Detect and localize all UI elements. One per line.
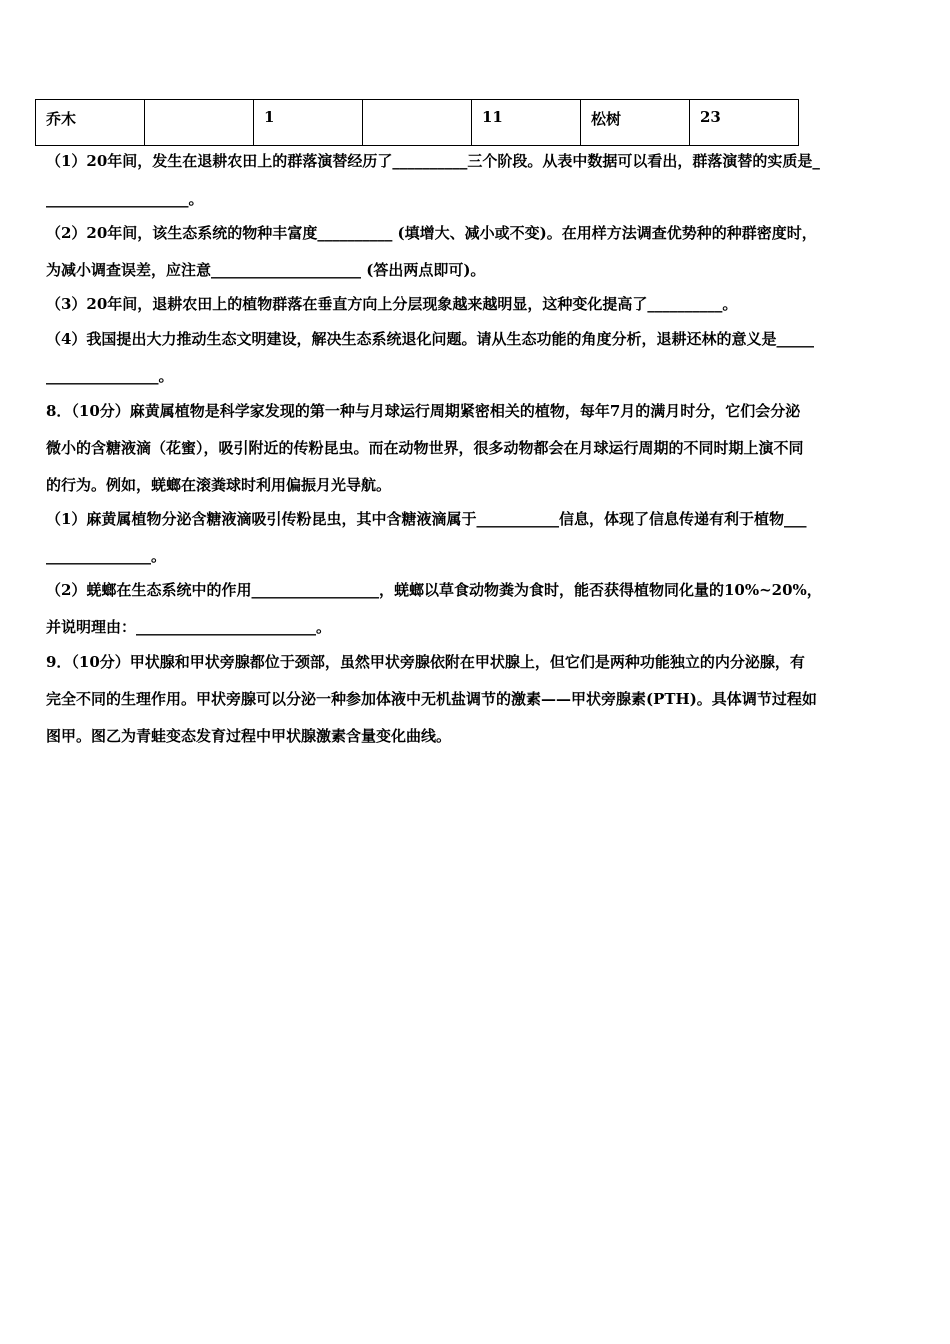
q7-part2-line2: 为减小调查误差，应注意____________________ (答出两点即可)。 [46,261,486,279]
table-cell: 1 [254,100,363,146]
q7-part4-line1: （4）我国提出大力推动生态文明建设，解决生态系统退化问题。请从生态功能的角度分析，退耕还林的意义是_____ [46,330,814,348]
q7-part3-line1: （3）20年间，退耕农田上的植物群落在垂直方向上分层现象越来越明显，这种变化提高了__________。 [46,295,738,313]
q9-stem-line3: 图甲。图乙为青蛙变态发育过程中甲状腺激素含量变化曲线。 [46,727,452,745]
table-cell: 松树 [581,100,690,146]
q9-stem-line1: 9．（10分）甲状腺和甲状旁腺都位于颈部，虽然甲状旁腺依附在甲状腺上，但它们是两种功能独立的内分泌腺，有 [46,653,805,671]
q7-part4-line2: _______________。 [46,367,174,385]
table-cell: 23 [690,100,799,146]
data-table [35,99,799,146]
q8-part1-line2: ______________。 [46,547,167,565]
q8-part2-line1: （2）蜣螂在生态系统中的作用_________________，蜣螂以草食动物粪为食时，能否获得植物同化量的10%~20%， [46,581,822,599]
q7-part1-line1: （1）20年间，发生在退耕农田上的群落演替经历了__________三个阶段。从表中数据可以看出，群落演替的实质是_ [46,152,820,170]
table-cell [145,100,254,146]
q8-stem-line1: 8．（10分）麻黄属植物是科学家发现的第一种与月球运行周期紧密相关的植物，每年7月的满月时分，它们会分泌 [46,402,801,420]
q9-stem-line2: 完全不同的生理作用。甲状旁腺可以分泌一种参加体液中无机盐调节的激素——甲状旁腺素(PTH)。具体调节过程如 [46,690,817,708]
q7-part2-line1: （2）20年间，该生态系统的物种丰富度__________ (填增大、减小或不变)。在用样方法调查优势种的种群密度时， [46,224,817,242]
q8-stem-line3: 的行为。例如，蜣螂在滚粪球时利用偏振月光导航。 [46,476,392,494]
table-cell [363,100,472,146]
q8-part2-line2: 并说明理由：________________________。 [46,618,332,636]
table-cell: 乔木 [36,100,145,146]
q8-stem-line2: 微小的含糖液滴（花蜜），吸引附近的传粉昆虫。而在动物世界，很多动物都会在月球运行周期的不同时期上演不同 [46,439,804,457]
table-row [36,100,799,146]
table-cell: 11 [472,100,581,146]
q7-part1-line2: ___________________。 [46,190,204,208]
q8-part1-line1: （1）麻黄属植物分泌含糖液滴吸引传粉昆虫，其中含糖液滴属于___________信息，体现了信息传递有利于植物___ [46,510,807,528]
